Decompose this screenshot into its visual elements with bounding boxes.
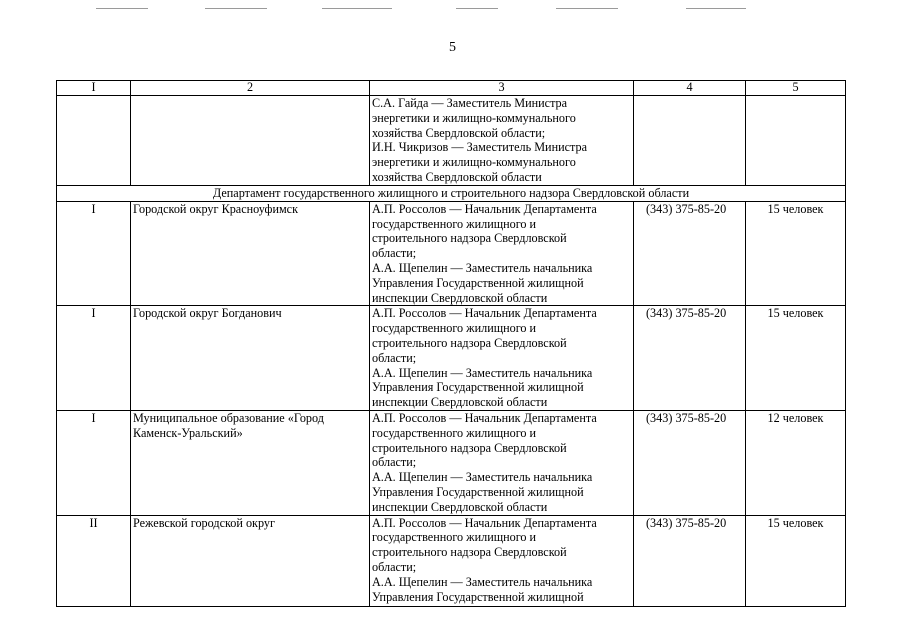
top-rule-1 — [96, 8, 148, 9]
cell-text-line: области; — [372, 455, 417, 470]
cell-text-line: области; — [372, 246, 417, 261]
cell-text-line: А.П. Россолов — Начальник Департамента — [372, 201, 597, 216]
table-row — [57, 410, 846, 515]
cell-text-line: Каменск-Уральский» — [133, 425, 243, 440]
cell-text-line: И.Н. Чикризов — Заместитель Министра — [372, 140, 588, 155]
responsible-cell — [370, 306, 634, 411]
phone-cell: (343) 375-85-20 — [634, 515, 746, 606]
phone-cell: (343) 375-85-20 — [634, 201, 746, 306]
cell-text-line: А.А. Щепелин — Заместитель начальника — [372, 365, 593, 380]
group-cell: II — [57, 515, 131, 606]
cell-text-line: Управления Государственной жилищной — [372, 380, 584, 395]
count-cell: 15 человек — [746, 515, 846, 606]
cell-text-line: области; — [372, 559, 417, 574]
cell-text-line: строительного надзора Свердловской — [372, 545, 567, 560]
cell-text-line: государственного жилищного и — [372, 321, 537, 336]
municipality-cell — [131, 306, 370, 411]
group-cell: I — [57, 410, 131, 515]
responsible-cell — [370, 410, 634, 515]
phone-cell: (343) 375-85-20 — [634, 306, 746, 411]
continuation-row — [57, 96, 846, 186]
top-rule-3 — [322, 8, 392, 9]
cell-text-line: А.А. Щепелин — Заместитель начальника — [372, 260, 593, 275]
responsibility-table — [56, 80, 846, 607]
cell-text-line: хозяйства Свердловской области; — [372, 125, 546, 140]
table-row — [57, 201, 846, 306]
cell-text-line: Городской округ Красноуфимск — [133, 201, 299, 216]
cell-text-line: инспекции Свердловской области — [372, 395, 548, 410]
cell-text-line: энергетики и жилищно-коммунального — [372, 110, 576, 125]
cell-text-line: С.А. Гайда — Заместитель Министра — [372, 96, 568, 110]
cell-text-line: Муниципальное образование «Город — [133, 410, 324, 425]
top-rule-2 — [205, 8, 267, 9]
cell-text-line: государственного жилищного и — [372, 425, 537, 440]
top-rule-5 — [556, 8, 618, 9]
cell-text-line: Режевской городской округ — [133, 515, 275, 530]
municipality-cell — [131, 410, 370, 515]
page-number: 5 — [449, 40, 456, 55]
header-col-5: 5 — [746, 81, 846, 96]
phone-cell: (343) 375-85-20 — [634, 410, 746, 515]
cell-text-line: инспекции Свердловской области — [372, 290, 548, 305]
municipality-cell — [131, 515, 370, 606]
cell-text-line: Городской округ Богданович — [133, 306, 282, 321]
responsible-cell — [370, 201, 634, 306]
table-header-row — [57, 81, 846, 96]
cell-text-line: Управления Государственной жилищной — [372, 484, 584, 499]
continuation-responsible-cell — [370, 96, 634, 186]
header-col-2: 2 — [131, 81, 370, 96]
count-cell: 15 человек — [746, 306, 846, 411]
cell-text-line: государственного жилищного и — [372, 216, 537, 231]
cell-text-line: области; — [372, 350, 417, 365]
table-row — [57, 515, 846, 606]
group-cell: I — [57, 306, 131, 411]
cell-text-line: строительного надзора Свердловской — [372, 440, 567, 455]
cell-text-line: А.П. Россолов — Начальник Департамента — [372, 515, 597, 530]
cell-text-line: А.А. Щепелин — Заместитель начальника — [372, 470, 593, 485]
cell-text-line: Управления Государственной жилищной — [372, 275, 584, 290]
cell-text-line: государственного жилищного и — [372, 530, 537, 545]
count-cell: 15 человек — [746, 201, 846, 306]
cell-text-line: инспекции Свердловской области — [372, 499, 548, 514]
header-col-3: 3 — [370, 81, 634, 96]
cell-text-line: А.А. Щепелин — Заместитель начальника — [372, 574, 593, 589]
count-cell: 12 человек — [746, 410, 846, 515]
cell-text-line: строительного надзора Свердловской — [372, 231, 567, 246]
continuation-phone-cell — [634, 96, 746, 186]
group-cell: I — [57, 201, 131, 306]
continuation-count-cell — [746, 96, 846, 186]
cell-text-line: А.П. Россолов — Начальник Департамента — [372, 410, 597, 425]
continuation-municipality-cell — [131, 96, 370, 186]
cell-text-line: хозяйства Свердловской области — [372, 169, 542, 184]
municipality-cell — [131, 201, 370, 306]
top-rule-4 — [456, 8, 498, 9]
top-rule-6 — [686, 8, 746, 9]
cell-text-line: А.П. Россолов — Начальник Департамента — [372, 306, 597, 321]
cell-text-line: Управления Государственной жилищной — [372, 589, 584, 604]
continuation-group-cell — [57, 96, 131, 186]
department-heading-row — [57, 185, 846, 201]
department-heading: Департамент государственного жилищного и строительного надзора Свердловской области — [57, 185, 846, 201]
table-row — [57, 306, 846, 411]
responsible-cell — [370, 515, 634, 606]
header-col-1: I — [57, 81, 131, 96]
cell-text-line: строительного надзора Свердловской — [372, 335, 567, 350]
cell-text-line: энергетики и жилищно-коммунального — [372, 155, 576, 170]
header-col-4: 4 — [634, 81, 746, 96]
